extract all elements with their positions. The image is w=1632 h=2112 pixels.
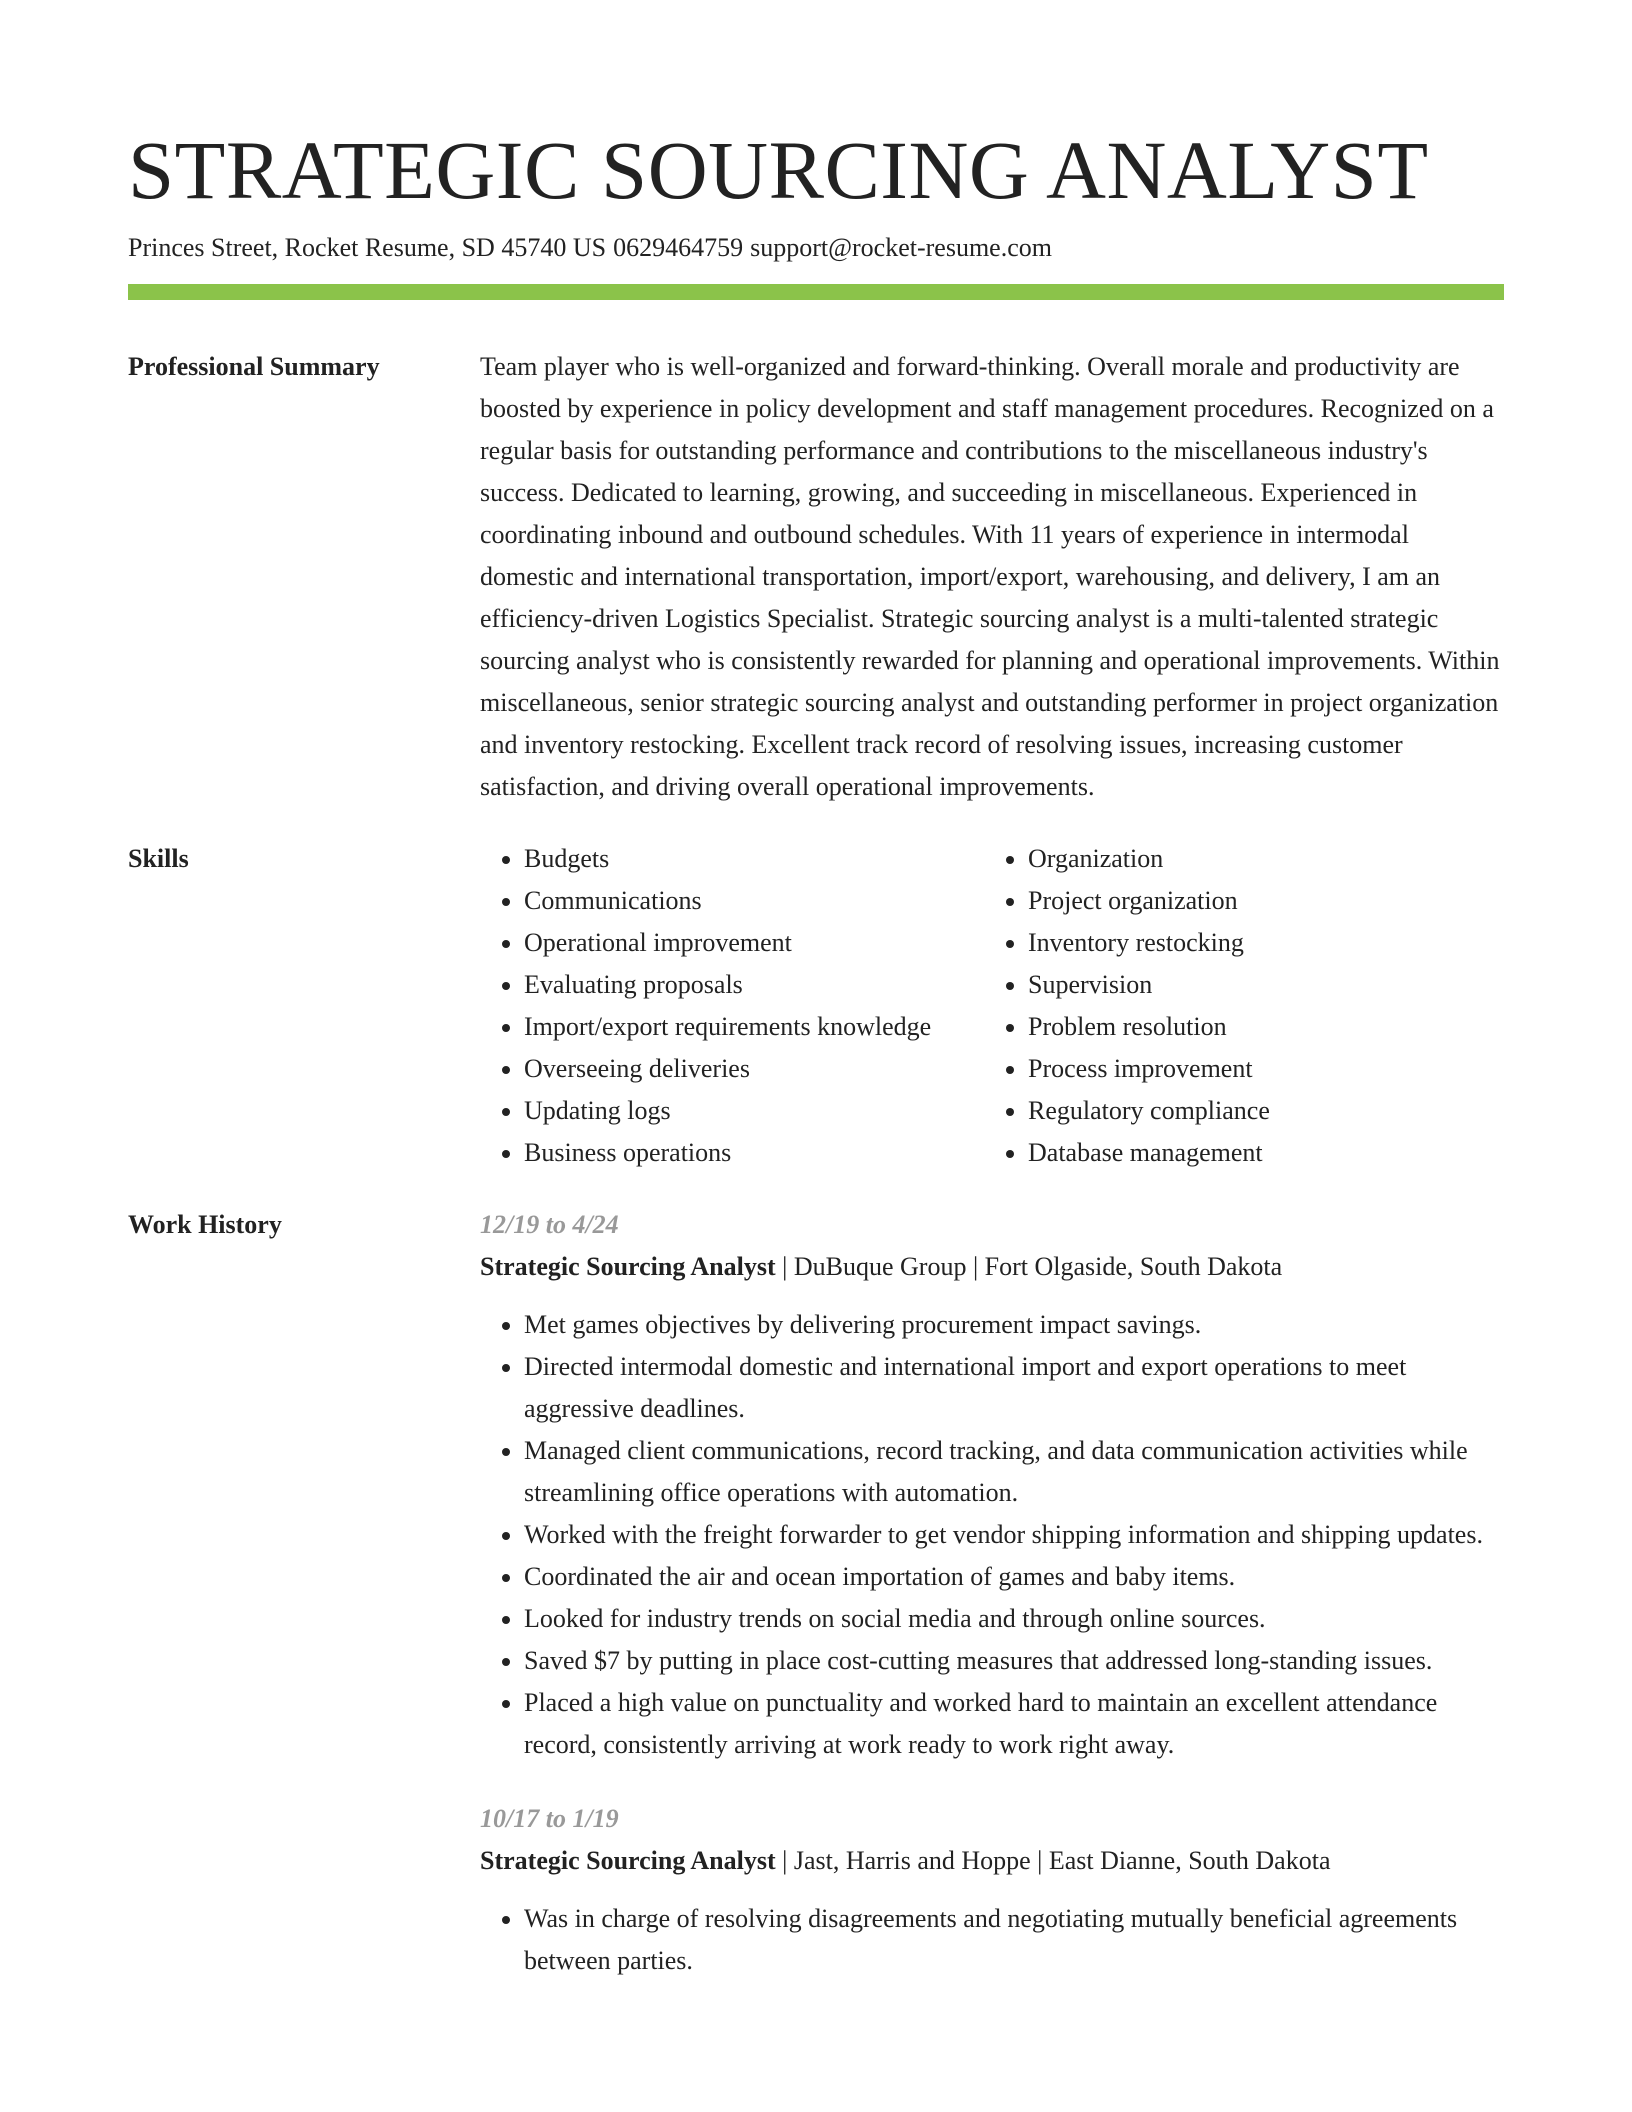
skill-item: • Operational improvement xyxy=(524,922,984,964)
skill-item: • Process improvement xyxy=(1028,1048,1270,1090)
skills-heading: Skills xyxy=(128,844,189,873)
skills-list-right xyxy=(984,838,1270,1174)
job-bullet: • Placed a high value on punctuality and worked hard to maintain an excellent attendance record, consistently arriving at work ready to work right away. xyxy=(524,1682,1504,1766)
skill-item: • Updating logs xyxy=(524,1090,984,1132)
skill-item: • Budgets xyxy=(524,838,984,880)
job-bullet: • Was in charge of resolving disagreements and negotiating mutually beneficial agreements between parties. xyxy=(524,1898,1504,1982)
summary-heading: Professional Summary xyxy=(128,352,380,381)
contact-line xyxy=(128,230,1504,266)
skill-item: • Regulatory compliance xyxy=(1028,1090,1270,1132)
skill-item: • Project organization xyxy=(1028,880,1270,922)
job-dates: 10/17 to 1/19 xyxy=(480,1804,619,1833)
job-entry xyxy=(480,1798,1504,1982)
job-bullet: • Coordinated the air and ocean importation of games and baby items. xyxy=(524,1556,1504,1598)
work-section xyxy=(128,1204,1504,1982)
contact-address: Princes Street, Rocket Resume, SD 45740 US xyxy=(128,233,607,262)
skill-item: • Problem resolution xyxy=(1028,1006,1270,1048)
summary-section xyxy=(128,346,1504,808)
skill-item: • Evaluating proposals xyxy=(524,964,984,1006)
job-role-line xyxy=(480,1246,1504,1288)
skill-item: • Database management xyxy=(1028,1132,1270,1174)
skill-item: • Organization xyxy=(1028,838,1270,880)
job-bullet: • Worked with the freight forwarder to get vendor shipping information and shipping updates. xyxy=(524,1514,1504,1556)
summary-text: Team player who is well-organized and forward-thinking. Overall morale and productivity are boosted by experience in policy development and staff management procedures. Recognized on a regular basis for outstanding performance and contributions to the miscellaneous industry's success. Dedicated to learning, growing, and succeeding in miscellaneous. Experienced in coordinating inbound and outbound schedules. With 11 years of experience in intermodal domestic and international transportation, import/export, warehousing, and delivery, I am an efficiency-driven Logistics Specialist. Strategic sourcing analyst is a multi-talented strategic sourcing analyst who is consistently rewarded for planning and operational improvements. Within miscellaneous, senior strategic sourcing analyst and outstanding performer in project organization and inventory restocking. Excellent track record of resolving issues, increasing customer satisfaction, and driving overall operational improvements. xyxy=(480,352,1500,801)
skills-section xyxy=(128,838,1504,1174)
job-role-line xyxy=(480,1840,1504,1882)
skill-item: • Communications xyxy=(524,880,984,922)
skill-item: • Supervision xyxy=(1028,964,1270,1006)
work-heading: Work History xyxy=(128,1210,282,1239)
job-bullet: • Saved $7 by putting in place cost-cutting measures that addressed long-standing issues. xyxy=(524,1640,1504,1682)
job-bullet: • Managed client communications, record tracking, and data communication activities while streamlining office operations with automation. xyxy=(524,1430,1504,1514)
resume-name: STRATEGIC SOURCING ANALYST xyxy=(128,124,1429,216)
contact-phone: 0629464759 xyxy=(613,233,744,262)
skill-item: • Business operations xyxy=(524,1132,984,1174)
job-title: Strategic Sourcing Analyst xyxy=(480,1846,776,1875)
skill-item: • Inventory restocking xyxy=(1028,922,1270,964)
job-bullets xyxy=(480,1898,1504,1982)
job-dates: 12/19 to 4/24 xyxy=(480,1210,619,1239)
job-title: Strategic Sourcing Analyst xyxy=(480,1252,776,1281)
job-bullet: • Looked for industry trends on social media and through online sources. xyxy=(524,1598,1504,1640)
skills-list-left xyxy=(480,838,984,1174)
job-bullet: • Directed intermodal domestic and international import and export operations to meet aggressive deadlines. xyxy=(524,1346,1504,1430)
resume-page xyxy=(128,118,1504,1982)
job-details: | DuBuque Group | Fort Olgaside, South Dakota xyxy=(775,1252,1283,1281)
skill-item: • Overseeing deliveries xyxy=(524,1048,984,1090)
header-divider xyxy=(128,284,1504,300)
job-details: | Jast, Harris and Hoppe | East Dianne, South Dakota xyxy=(775,1846,1331,1875)
contact-email: support@rocket-resume.com xyxy=(750,233,1052,262)
job-bullet: • Met games objectives by delivering procurement impact savings. xyxy=(524,1304,1504,1346)
job-entry xyxy=(480,1204,1504,1766)
skill-item: • Import/export requirements knowledge xyxy=(524,1006,984,1048)
job-bullets xyxy=(480,1304,1504,1766)
